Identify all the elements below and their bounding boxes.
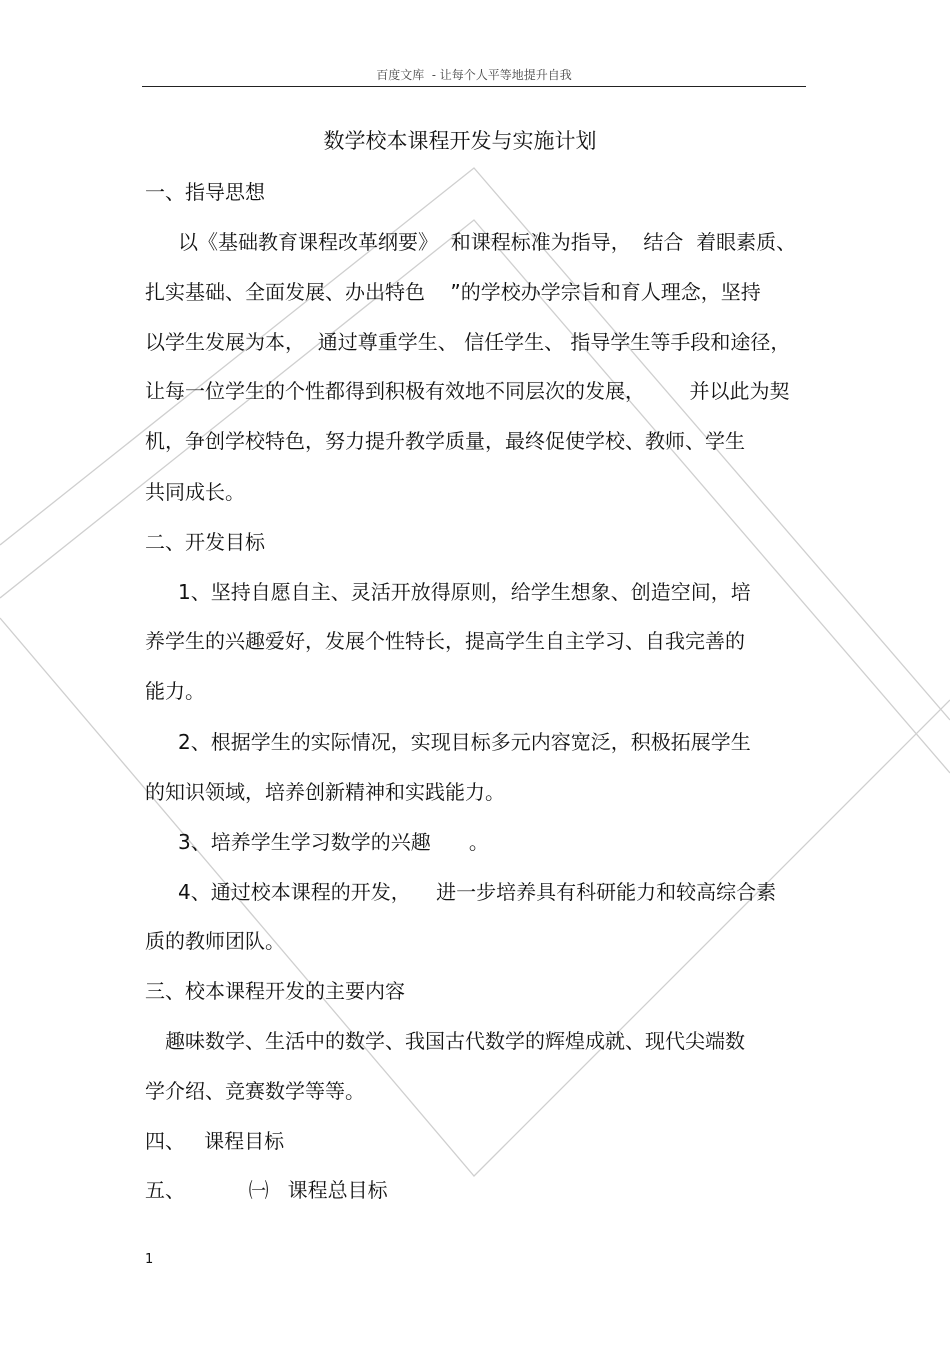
list-item-line: 4、通过校本课程的开发， 进一步培养具有科研能力和较高综合素 [178, 880, 777, 904]
paragraph-line: 以学生发展为本， 通过尊重学生、 信任学生、 指导学生等手段和途径， [145, 330, 791, 354]
paragraph-line: 扎实基础、全面发展、办出特色 ”的学校办学宗旨和育人理念，坚持 [145, 280, 761, 304]
header-divider [142, 86, 806, 87]
section-heading: 一、指导思想 [145, 180, 265, 204]
list-item-line: 3、培养学生学习数学的兴趣 。 [178, 830, 489, 854]
list-item-line: 1、坚持自愿自主、灵活开放得原则，给学生想象、创造空间，培 [178, 580, 751, 604]
document-title: 数学校本课程开发与实施计划 [323, 129, 597, 153]
paragraph-line: 以《基础教育课程改革纲要》 和课程标准为指导， 结合 着眼素质、 [178, 230, 797, 254]
list-item-line: 质的教师团队。 [145, 929, 285, 953]
paragraph-line: 趣味数学、生活中的数学、我国古代数学的辉煌成就、现代尖端数 [165, 1029, 745, 1053]
page-header-text: 百度文库 - 让每个人平等地提升自我 [376, 68, 572, 82]
section-heading: 四、 课程目标 [145, 1129, 285, 1153]
section-heading: 五、 ㈠ 课程总目标 [145, 1178, 388, 1202]
paragraph-line: 共同成长。 [145, 480, 245, 504]
paragraph-line: 机，争创学校特色，努力提升教学质量，最终促使学校、教师、学生 [145, 429, 745, 453]
list-item-line: 的知识领域，培养创新精神和实践能力。 [145, 780, 505, 804]
section-heading: 三、校本课程开发的主要内容 [145, 979, 405, 1003]
section-heading: 二、开发目标 [145, 530, 265, 554]
paragraph-line: 让每一位学生的个性都得到积极有效地不同层次的发展， 并以此为契 [145, 379, 790, 403]
page-number: 1 [145, 1252, 154, 1267]
list-item-line: 能力。 [145, 679, 205, 703]
paragraph-line: 学介绍、竞赛数学等等。 [145, 1079, 365, 1103]
list-item-line: 养学生的兴趣爱好，发展个性特长，提高学生自主学习、自我完善的 [145, 629, 745, 653]
list-item-line: 2、根据学生的实际情况，实现目标多元内容宽泛，积极拓展学生 [178, 730, 751, 754]
